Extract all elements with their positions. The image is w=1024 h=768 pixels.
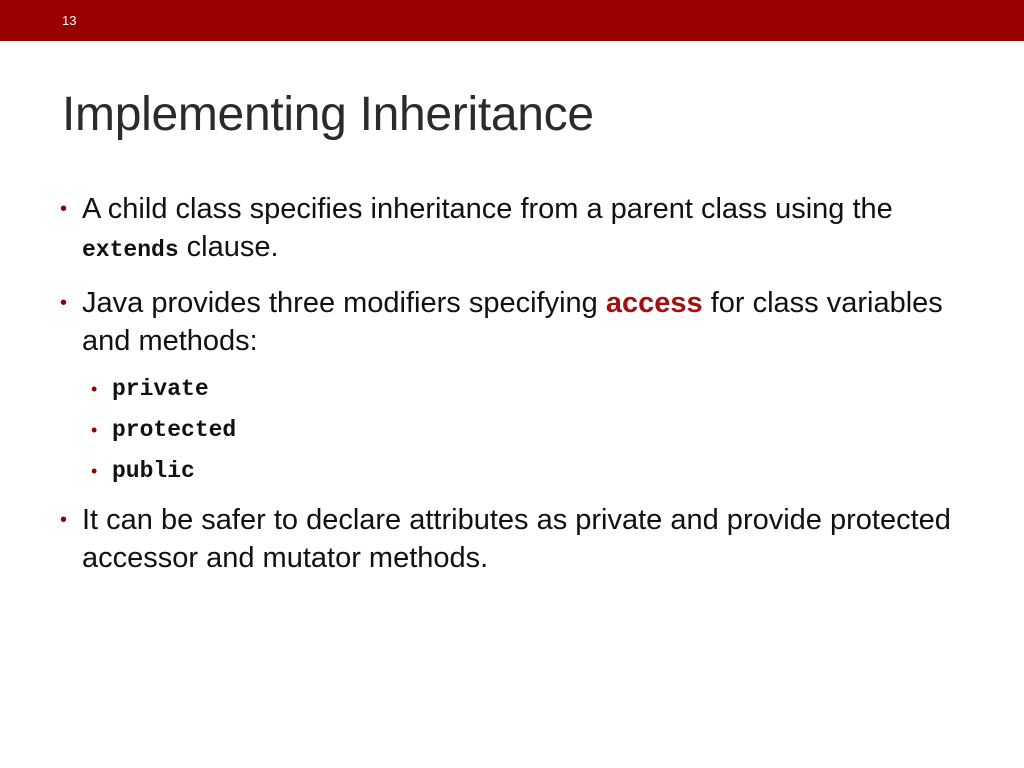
modifier-protected: • protected bbox=[82, 415, 978, 445]
bullet-safer-attributes: • It can be safer to declare attributes as private and provide protected accessor and mutator methods. bbox=[58, 501, 978, 577]
top-bar-background bbox=[0, 0, 1024, 41]
slide-title: Implementing Inheritance bbox=[62, 88, 594, 141]
modifier-public: • public bbox=[82, 456, 978, 486]
bullet-inheritance-text-end: clause. bbox=[178, 231, 279, 263]
bullet-inheritance-text-start: A child class specifies inheritance from a parent class using the bbox=[82, 193, 893, 225]
slide-number: 13 bbox=[62, 13, 77, 28]
bullet-list bbox=[58, 190, 978, 592]
extends-keyword: extends bbox=[82, 237, 179, 263]
bullet-access-modifiers bbox=[58, 284, 978, 486]
bullet-inheritance bbox=[58, 190, 978, 269]
bullet-access-text-start: Java provides three modifiers specifying bbox=[82, 287, 606, 319]
top-bar bbox=[0, 0, 1024, 41]
modifier-private: • private bbox=[82, 374, 978, 404]
access-emphasis: access bbox=[605, 287, 703, 319]
bullet-access-text-end: for class variables and methods: bbox=[82, 287, 943, 357]
modifier-list bbox=[82, 374, 978, 486]
